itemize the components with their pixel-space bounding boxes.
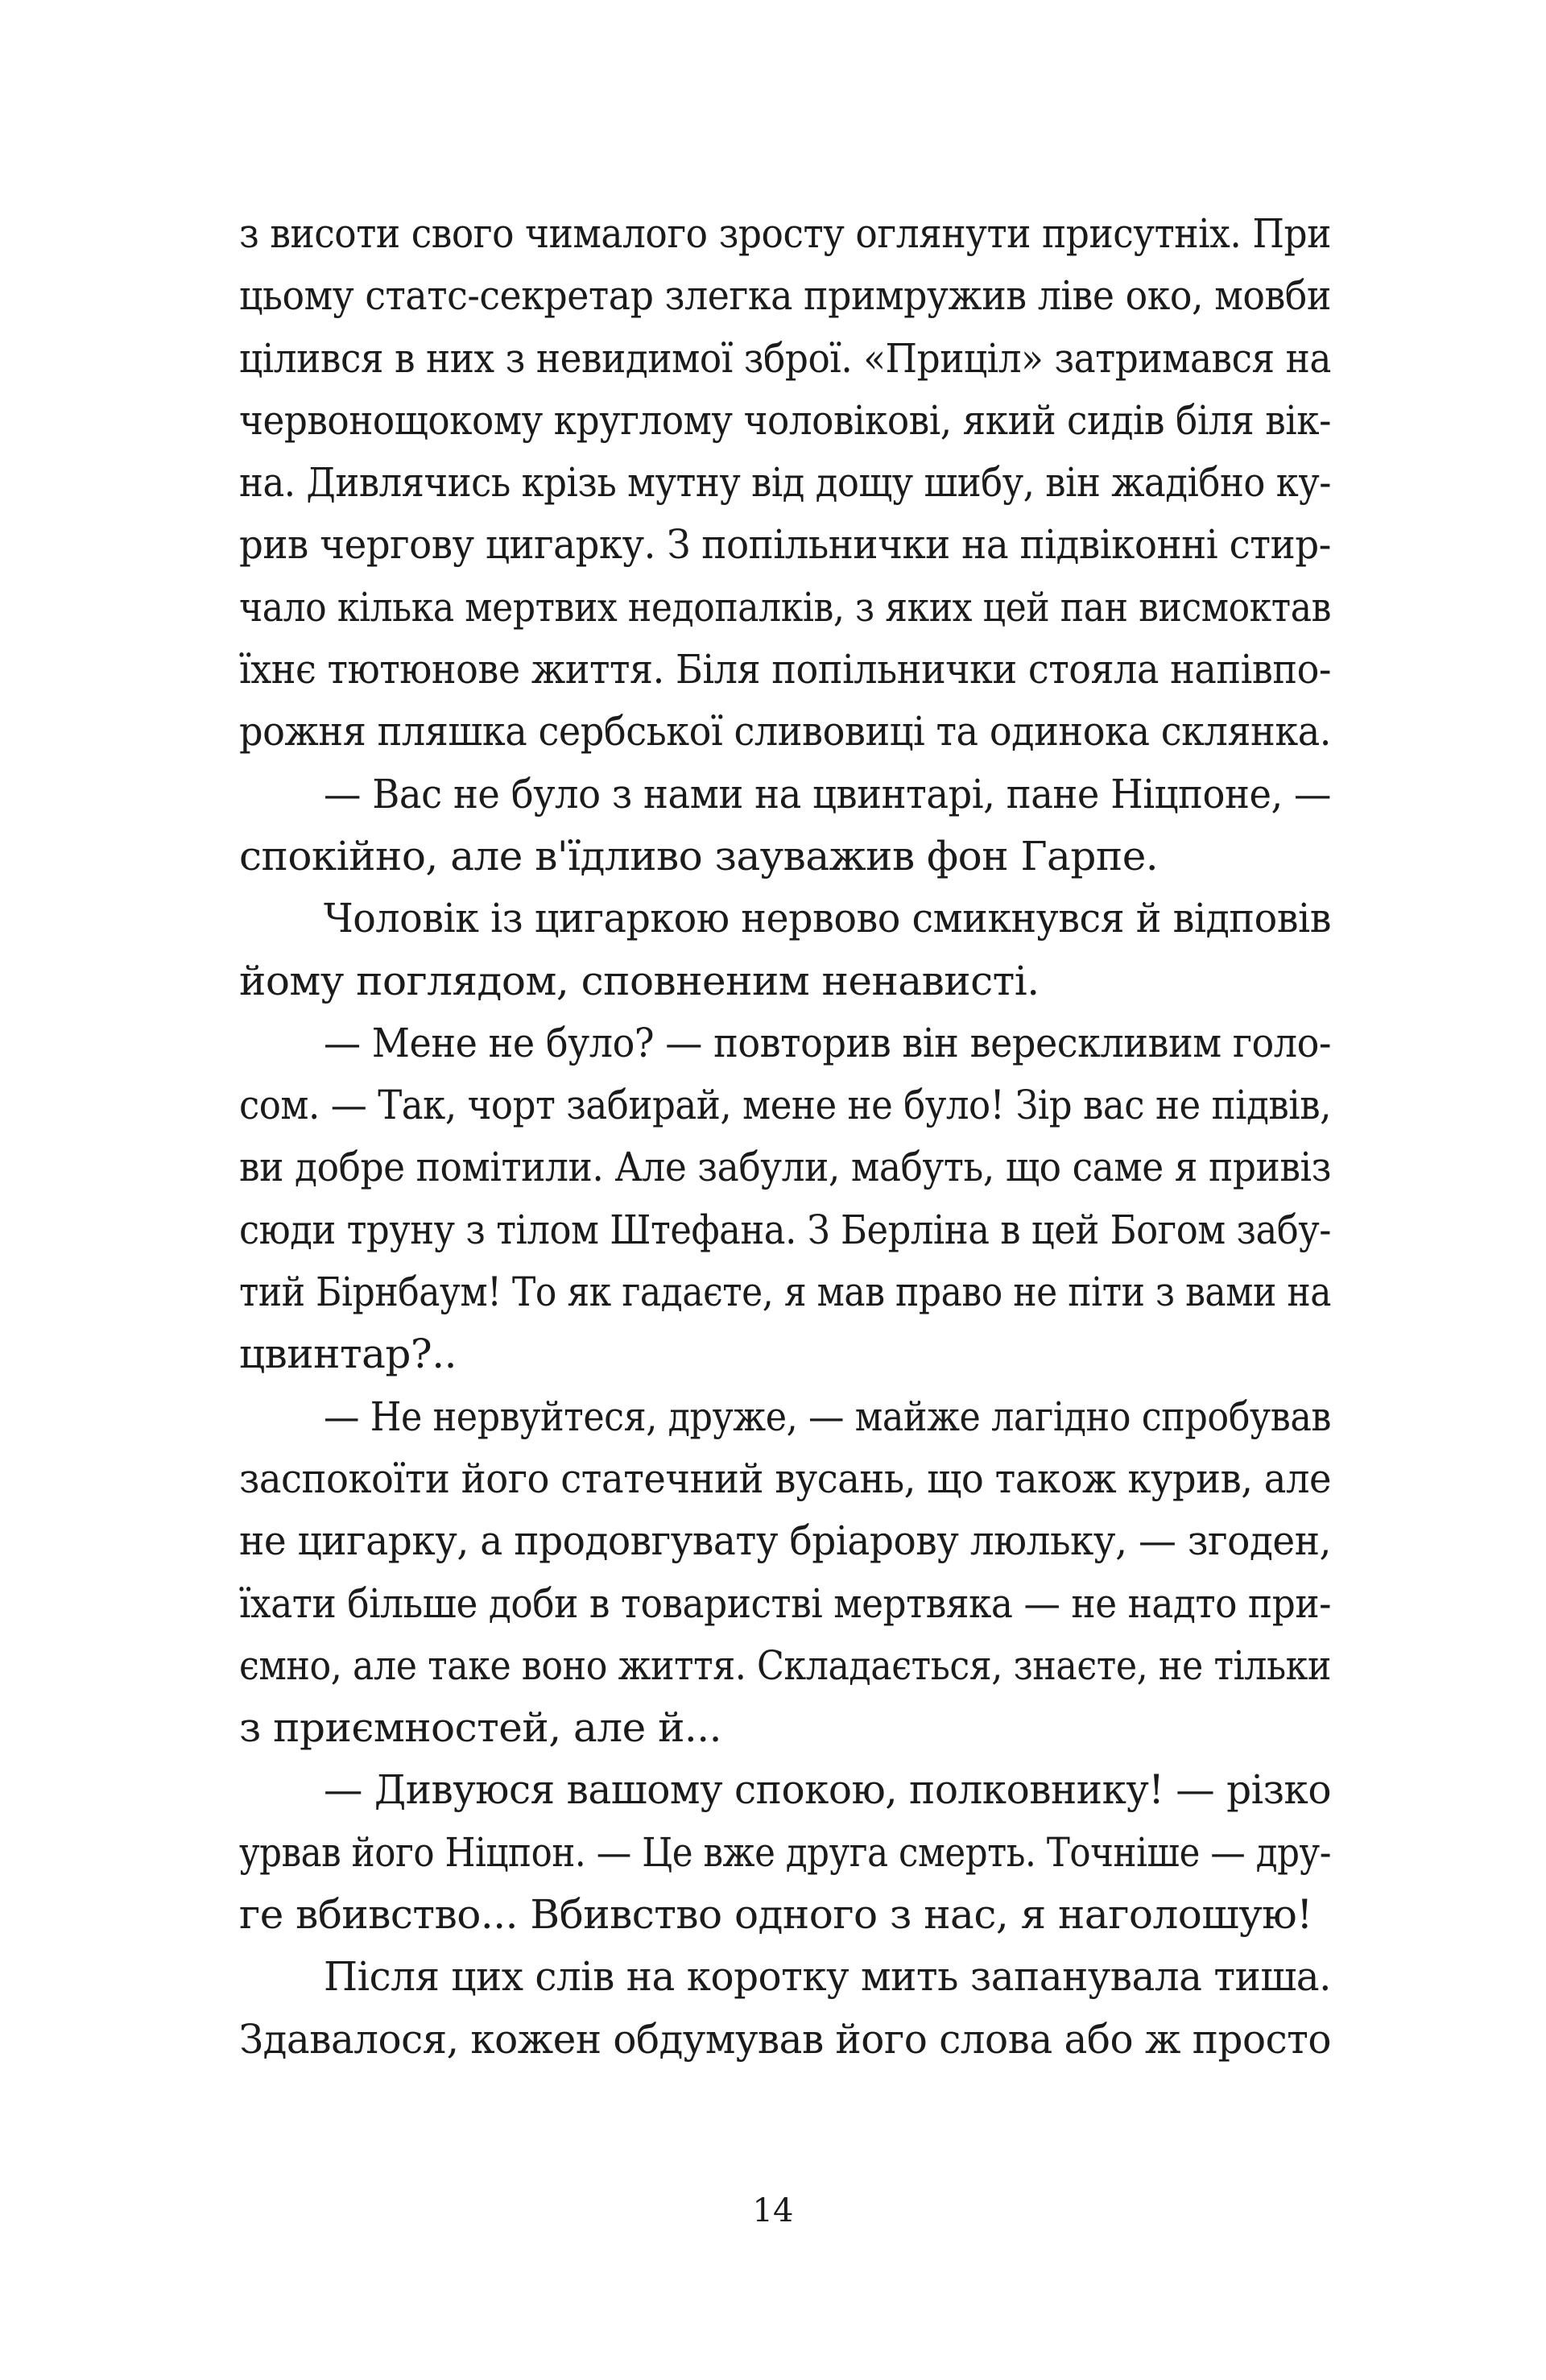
text-line-paragraph-end: з приємностей, але й...: [239, 1704, 722, 1752]
dialogue-line: — Дивуюся вашому спокою, полковнику! — різко: [324, 1766, 1331, 1814]
text-line-paragraph-end: рожня пляшка сербської сливовиці та одинока склянка.: [239, 708, 1331, 755]
text-line: ви добре помітили. Але забули, мабуть, що саме я привіз: [239, 1144, 1331, 1191]
text-line: заспокоїти його статечний вусань, що також курив, але: [239, 1455, 1331, 1502]
paragraph-start-line: Після цих слів на коротку мить запанувала тиша.: [324, 1953, 1331, 2001]
text-line: ємно, але таке воно життя. Складається, знаєте, не тільки: [239, 1641, 1331, 1689]
text-line: їхати більше доби в товаристві мертвяка — не надто при-: [239, 1579, 1331, 1627]
dialogue-line: — Вас не було з нами на цвинтарі, пане Ніцпоне, —: [324, 770, 1331, 817]
text-line: тий Бірнбаум! То як гадаєте, я мав право не піти з вами на: [239, 1269, 1331, 1316]
text-line: сом. — Так, чорт забирай, мене не було! Зір вас не підвів,: [239, 1082, 1331, 1129]
text-line: не цигарку, а продовгувату бріарову люльку, — згоден,: [239, 1517, 1331, 1565]
text-line: на. Дивлячись крізь мутну від дощу шибу, він жадібно ку-: [239, 459, 1331, 507]
paragraph-start-line: Чоловік із цигаркою нервово смикнувся й відповів: [324, 895, 1331, 942]
text-line: урвав його Ніцпон. — Це вже друга смерть. Точніше — дру-: [239, 1828, 1331, 1876]
text-line: сюди труну з тілом Штефана. З Берліна в цей Богом забу-: [239, 1206, 1331, 1253]
body-text: [239, 203, 1331, 2071]
text-line-paragraph-end: цвинтар?..: [239, 1331, 457, 1378]
text-line: Здавалося, кожен обдумував його слова або ж просто: [239, 2015, 1331, 2063]
text-line: з висоти свого чималого зросту оглянути присутніх. При: [239, 210, 1331, 257]
text-line: чало кілька мертвих недопалків, з яких цей пан висмоктав: [239, 583, 1331, 631]
text-line: цьому статс-секретар злегка примружив ліве око, мовби: [239, 272, 1331, 320]
text-line: їхнє тютюнове життя. Біля попільнички стояла напівпо-: [239, 646, 1331, 693]
page-number: 14: [752, 2192, 794, 2229]
text-line: червонощокому круглому чоловікові, який сидів біля вік-: [239, 396, 1331, 444]
text-line-paragraph-end: спокійно, але в'їдливо зауважив фон Гарпе.: [239, 832, 1159, 880]
dialogue-line: — Не нервуйтеся, друже, — майже лагідно спробував: [324, 1393, 1331, 1440]
text-line: цілився в них з невидимої зброї. «Приціл» затримався на: [239, 334, 1331, 382]
text-line: рив чергову цигарку. З попільнички на підвіконні стир-: [239, 521, 1331, 569]
text-line-paragraph-end: йому поглядом, сповненим ненависті.: [239, 957, 1040, 1004]
text-line-paragraph-end: ге вбивство... Вбивство одного з нас, я наголошую!: [239, 1891, 1312, 1939]
dialogue-line: — Мене не було? — повторив він верескливим голо-: [324, 1019, 1331, 1066]
